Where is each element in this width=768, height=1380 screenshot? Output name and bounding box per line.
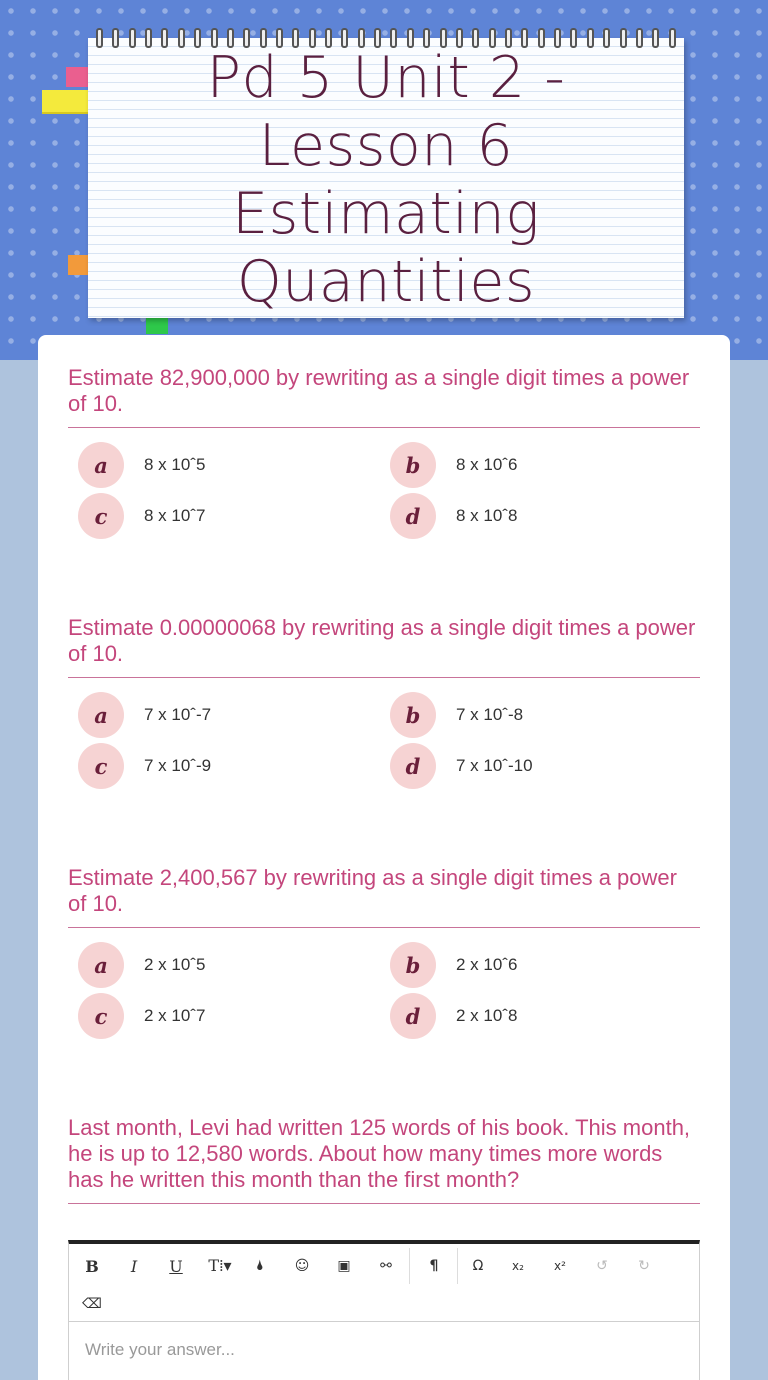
undo-icon[interactable]: ↺ — [596, 1258, 608, 1274]
paragraph-direction-icon[interactable]: ¶ — [429, 1258, 439, 1274]
choice-label: 7 x 10ˆ-7 — [144, 705, 212, 724]
special-character-button[interactable]: Ω — [472, 1258, 484, 1274]
choice-a[interactable] — [78, 942, 205, 988]
sticky-tab-green — [146, 318, 168, 334]
choice-letter-badge: a — [78, 942, 124, 988]
link-icon[interactable]: ⚯ — [380, 1258, 392, 1274]
choice-letter-badge: c — [78, 993, 124, 1039]
question-3 — [68, 865, 700, 1052]
text-color-icon[interactable]: 🌢 — [255, 1258, 265, 1274]
choice-label: 8 x 10ˆ5 — [144, 455, 206, 474]
choice-c[interactable] — [78, 493, 205, 539]
choice-letter-badge: c — [78, 493, 124, 539]
choice-list — [68, 442, 700, 552]
choice-b[interactable] — [390, 692, 523, 738]
italic-button[interactable]: I — [130, 1256, 138, 1276]
choice-letter-badge: d — [390, 493, 436, 539]
question-text: Last month, Levi had written 125 words of his book. This month, he is up to 12,580 words. About how many times more words has he written this month than the first month? — [68, 1115, 700, 1204]
sticky-tab-yellow — [42, 90, 90, 112]
choice-d[interactable] — [390, 493, 517, 539]
choice-label: 8 x 10ˆ8 — [456, 506, 518, 525]
question-text: Estimate 82,900,000 by rewriting as a single digit times a power of 10. — [68, 365, 700, 428]
choice-letter-badge: d — [390, 743, 436, 789]
answer-editor — [68, 1240, 700, 1380]
choice-label: 8 x 10ˆ7 — [144, 506, 206, 525]
toolbar-divider — [457, 1248, 458, 1284]
choice-label: 2 x 10ˆ5 — [144, 955, 206, 974]
subscript-button[interactable]: x₂ — [512, 1259, 524, 1273]
choice-label: 2 x 10ˆ7 — [144, 1006, 206, 1025]
question-1 — [68, 365, 700, 552]
choice-letter-badge: c — [78, 743, 124, 789]
choice-b[interactable] — [390, 442, 517, 488]
superscript-button[interactable]: x² — [554, 1259, 566, 1273]
choice-label: 8 x 10ˆ6 — [456, 455, 518, 474]
choice-a[interactable] — [78, 442, 205, 488]
question-4 — [68, 1115, 700, 1204]
emoji-icon[interactable]: ☺ — [294, 1258, 310, 1274]
choice-letter-badge: b — [390, 442, 436, 488]
choice-letter-badge: a — [78, 692, 124, 738]
worksheet-card — [38, 335, 730, 1380]
choice-a[interactable] — [78, 692, 211, 738]
choice-label: 7 x 10ˆ-10 — [456, 756, 533, 775]
choice-d[interactable] — [390, 993, 517, 1039]
choice-letter-badge: b — [390, 692, 436, 738]
choice-letter-badge: d — [390, 993, 436, 1039]
toolbar-divider — [409, 1248, 410, 1284]
choice-d[interactable] — [390, 743, 533, 789]
bold-button[interactable]: B — [85, 1256, 99, 1276]
choice-c[interactable] — [78, 743, 211, 789]
choice-label: 2 x 10ˆ6 — [456, 955, 518, 974]
choice-label: 7 x 10ˆ-8 — [456, 705, 524, 724]
choice-label: 2 x 10ˆ8 — [456, 1006, 518, 1025]
editor-toolbar — [69, 1244, 699, 1322]
choice-letter-badge: b — [390, 942, 436, 988]
choice-c[interactable] — [78, 993, 205, 1039]
sticky-tab-orange — [68, 255, 90, 275]
question-text: Estimate 0.00000068 by rewriting as a single digit times a power of 10. — [68, 615, 700, 678]
notebook-title-card — [88, 38, 684, 318]
underline-button[interactable]: U — [169, 1256, 183, 1276]
answer-input[interactable]: Write your answer... — [85, 1340, 235, 1359]
text-size-button[interactable]: T⁞▾ — [208, 1256, 232, 1275]
image-icon[interactable]: ▣ — [337, 1258, 351, 1274]
question-2 — [68, 615, 700, 802]
worksheet-title: Pd 5 Unit 2 - Lesson 6 Estimating Quantities — [206, 45, 566, 315]
sticky-tab-pink — [66, 67, 90, 87]
redo-icon[interactable]: ↻ — [638, 1258, 650, 1274]
question-text: Estimate 2,400,567 by rewriting as a single digit times a power of 10. — [68, 865, 700, 928]
choice-label: 7 x 10ˆ-9 — [144, 756, 212, 775]
choice-b[interactable] — [390, 942, 517, 988]
clear-format-icon[interactable]: ⌫ — [82, 1296, 102, 1312]
header-banner — [0, 0, 768, 360]
choice-list — [68, 942, 700, 1052]
choice-letter-badge: a — [78, 442, 124, 488]
choice-list — [68, 692, 700, 802]
